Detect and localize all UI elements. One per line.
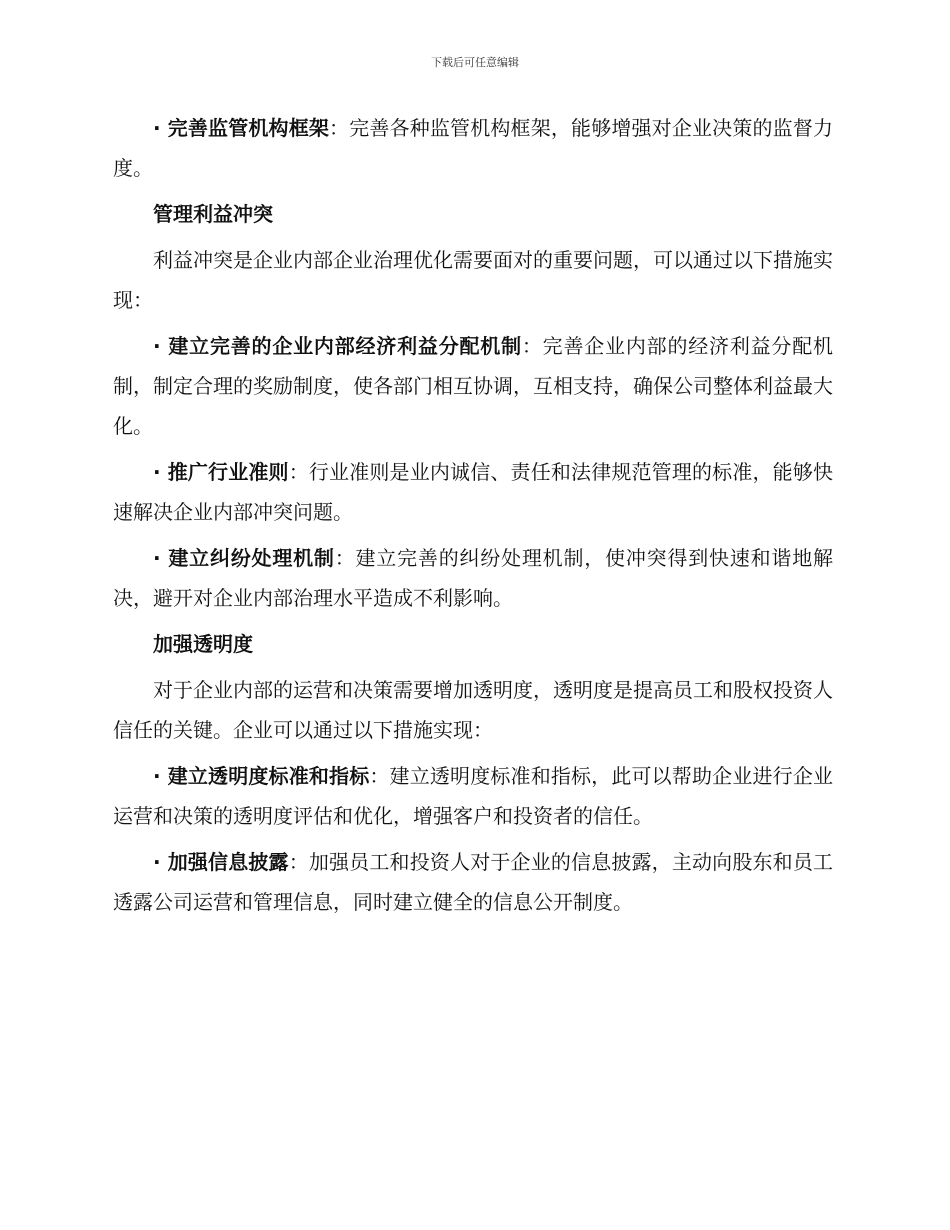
bullet-term: · 建立纠纷处理机制 [153,546,335,570]
bullet-body: ：建立完善的纠纷处理机制，使冲突得到快速和谐地解决，避开对企业内部治理水平造成不利影响。 [113,546,834,610]
bullet-term: · 完善监管机构框架 [153,116,330,140]
paragraph-transparency-intro: 对于企业内部的运营和决策需要增加透明度，透明度是提高员工和股权投资人信任的关键。企业可以通过以下措施实现： [113,678,833,742]
bullet-body: ：完善企业内部的经济利益分配机制，制定合理的奖励制度，使各部门相互协调，互相支持，确保公司整体利益最大化。 [113,334,834,438]
bullet-item-information-disclosure [113,842,833,922]
bullet-item-dispute-handling [113,538,833,618]
bullet-body: ：加强员工和投资人对于企业的信息披露，主动向股东和员工透露公司运营和管理信息，同时建立健全的信息公开制度。 [113,850,834,914]
section-heading-transparency: 加强透明度 [153,632,253,656]
bullet-item-benefit-distribution [113,326,833,446]
bullet-item-transparency-standards [113,756,833,836]
bullet-term: · 建立透明度标准和指标 [153,764,370,788]
paragraph-conflict-intro: 利益冲突是企业内部企业治理优化需要面对的重要问题，可以通过以下措施实现： [113,248,833,312]
bullet-term: · 加强信息披露 [153,850,289,874]
bullet-term: · 推广行业准则 [153,460,289,484]
bullet-item-regulatory-framework [113,108,833,188]
bullet-body: ：行业准则是业内诚信、责任和法律规范管理的标准，能够快速解决企业内部冲突问题。 [113,460,834,524]
document-body [113,108,833,928]
bullet-item-industry-code [113,452,833,532]
bullet-body: ：完善各种监管机构框架，能够增强对企业决策的监督力度。 [113,116,834,180]
page-header: 下载后可任意编辑 [431,56,519,69]
section-heading-conflict-of-interest: 管理利益冲突 [153,202,273,226]
bullet-body: ：建立透明度标准和指标，此可以帮助企业进行企业运营和决策的透明度评估和优化，增强客户和投资者的信任。 [113,764,833,828]
bullet-term: · 建立完善的企业内部经济利益分配机制 [153,334,522,358]
